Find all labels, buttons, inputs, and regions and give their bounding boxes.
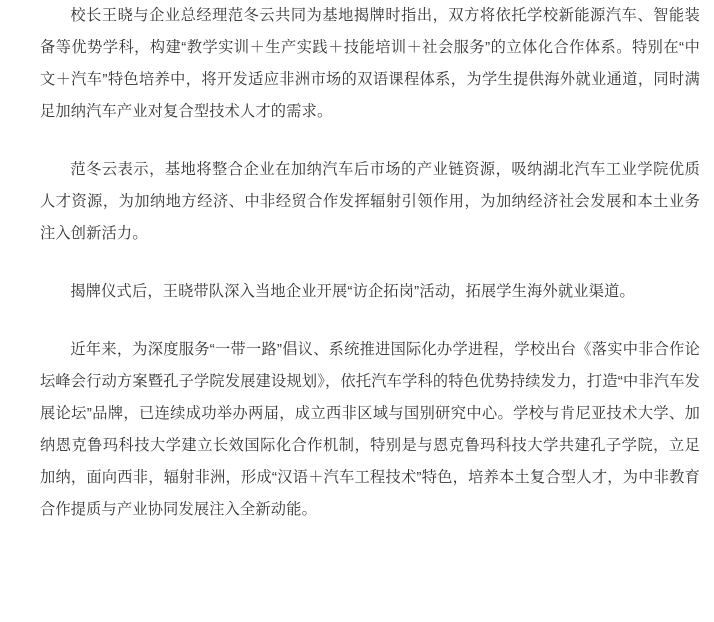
paragraph: 范冬云表示，基地将整合企业在加纳汽车后市场的产业链资源，吸纳湖北汽车工业学院优质人才资源，为加纳地方经济、中非经贸合作发挥辐射引领作用，为加纳经济社会发展和本土业务注入创新活力。 (40, 161, 700, 242)
paragraph: 近年来，为深度服务“一带一路”倡议、系统推进国际化办学进程，学校出台《落实中非合作论坛峰会行动方案暨孔子学院发展建设规划》，依托汽车学科的特色优势持续发力，打造“中非汽车发展论坛”品牌，已连续成功举办两届，成立西非区域与国别研究中心。学校与肯尼亚技术大学、加纳恩克鲁玛科技大学建立长效国际化合作机制，特别是与恩克鲁玛科技大学共建孔子学院，立足加纳，面向西非，辐射非洲，形成“汉语＋汽车工程技术”特色，培养本土复合型人才，为中非教育合作提质与产业协同发展注入全新动能。 (40, 341, 700, 518)
paragraph: 揭牌仪式后，王晓带队深入当地企业开展“访企拓岗”活动，拓展学生海外就业渠道。 (70, 283, 635, 300)
paragraph: 校长王晓与企业总经理范冬云共同为基地揭牌时指出，双方将依托学校新能源汽车、智能装备等优势学科，构建“教学实训＋生产实践＋技能培训＋社会服务”的立体化合作体系。特别在“中文＋汽车”特色培养中，将开发适应非洲市场的双语课程体系，为学生提供海外就业通道，同时满足加纳汽车产业对复合型技术人才的需求。 (40, 7, 700, 120)
